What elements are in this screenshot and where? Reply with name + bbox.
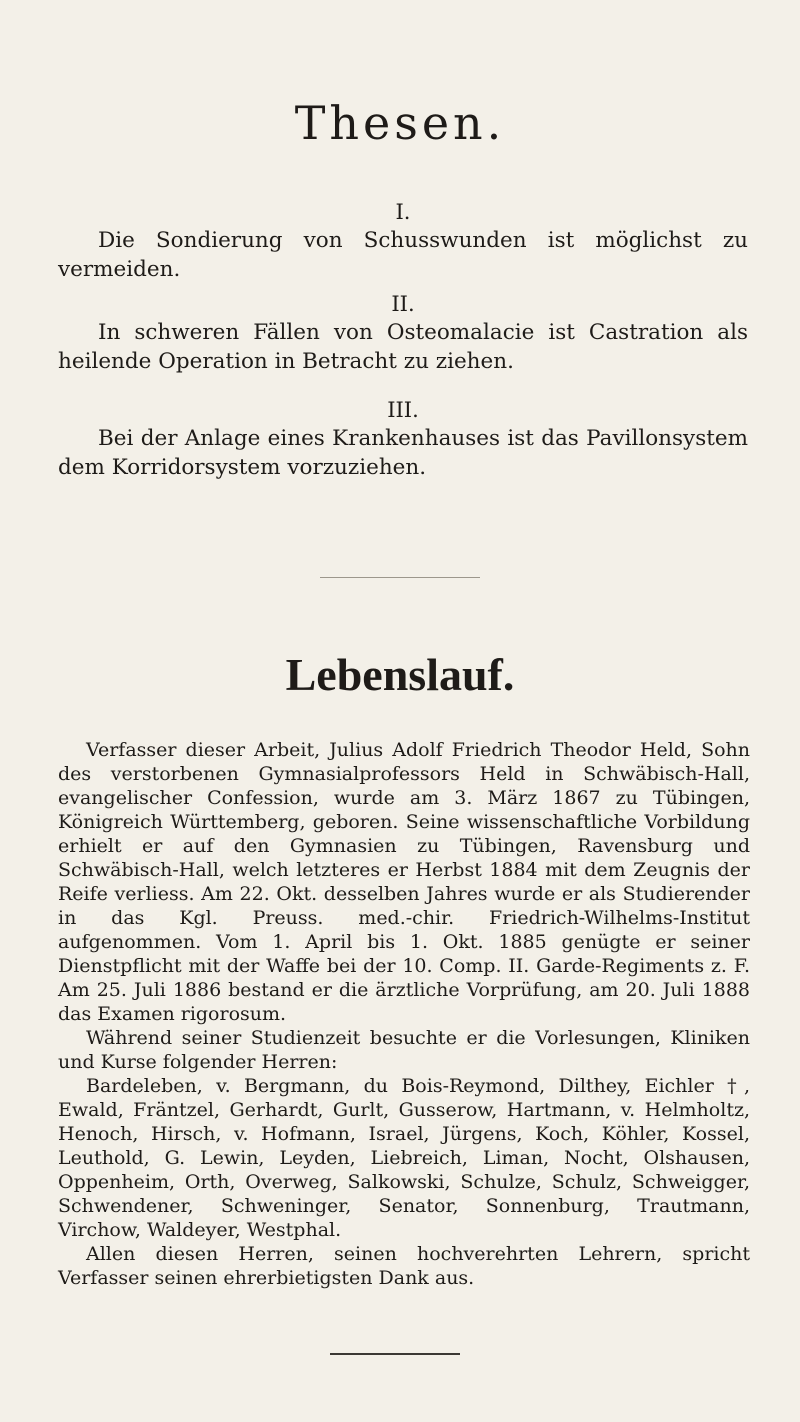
cv-body: [58, 738, 750, 1290]
thesis-number: I.: [395, 200, 411, 224]
cv-paragraph: Bardeleben, v. Bergmann, du Bois-Reymond, Dilthey, Eichler †, Ewald, Fräntzel, Gerhardt, Gurlt, Gusserow, Hartmann, v. Helmholtz, Henoch, Hirsch, v. Hofmann, Israel, Jürgens, Koch, Köhler, Kossel, Leuthold, G. Lewin, Leyden, Liebreich, Liman, Nocht, Olshausen, Oppenheim, Orth, Overweg, Salkowski, Schulze, Schulz, Schweigger, Schwendener, Schweninger, Senator, Sonnenburg, Trautmann, Virchow, Waldeyer, Westphal.: [58, 1075, 750, 1241]
thesis-text: Bei der Anlage eines Krankenhauses ist das Pavillonsystem dem Korridorsystem vorzuziehen.: [58, 426, 748, 480]
cv-paragraph: Während seiner Studienzeit besuchte er die Vorlesungen, Kliniken und Kurse folgender Herren:: [58, 1027, 750, 1073]
thesis-number: II.: [391, 292, 415, 316]
thesis-text: In schweren Fällen von Osteomalacie ist Castration als heilende Operation in Betracht zu ziehen.: [58, 320, 748, 374]
cv-paragraph: Allen diesen Herren, seinen hochverehrten Lehrern, spricht Verfasser seinen ehrerbietigsten Dank aus.: [58, 1243, 750, 1289]
thesis-text: Die Sondierung von Schusswunden ist möglichst zu vermeiden.: [58, 228, 748, 282]
thesis-2: [58, 290, 748, 376]
cv-heading: Lebenslauf.: [285, 649, 515, 700]
thesis-1: [58, 198, 748, 284]
page-title: Thesen.: [294, 96, 506, 150]
section-divider: [320, 577, 480, 578]
thesis-number: III.: [387, 398, 419, 422]
cv-paragraph: Verfasser dieser Arbeit, Julius Adolf Friedrich Theodor Held, Sohn des verstorbenen Gymnasialprofessors Held in Schwäbisch-Hall, evangelischer Confession, wurde am 3. März 1867 zu Tübingen, Königreich Württemberg, geboren. Seine wissenschaftliche Vorbildung erhielt er auf den Gymnasien zu Tübingen, Ravensburg und Schwäbisch-Hall, welch letzteres er Herbst 1884 mit dem Zeugnis der Reife verliess. Am 22. Okt. desselben Jahres wurde er als Studierender in das Kgl. Preuss. med.-chir. Friedrich-Wilhelms-Institut aufgenommen. Vom 1. April bis 1. Okt. 1885 genügte er seiner Dienstpflicht mit der Waffe bei der 10. Comp. II. Garde-Regiments z. F. Am 25. Juli 1886 bestand er die ärztliche Vorprüfung, am 20. Juli 1888 das Examen rigorosum.: [58, 739, 750, 1025]
thesis-3: [58, 396, 748, 482]
closing-rule: [330, 1353, 460, 1355]
